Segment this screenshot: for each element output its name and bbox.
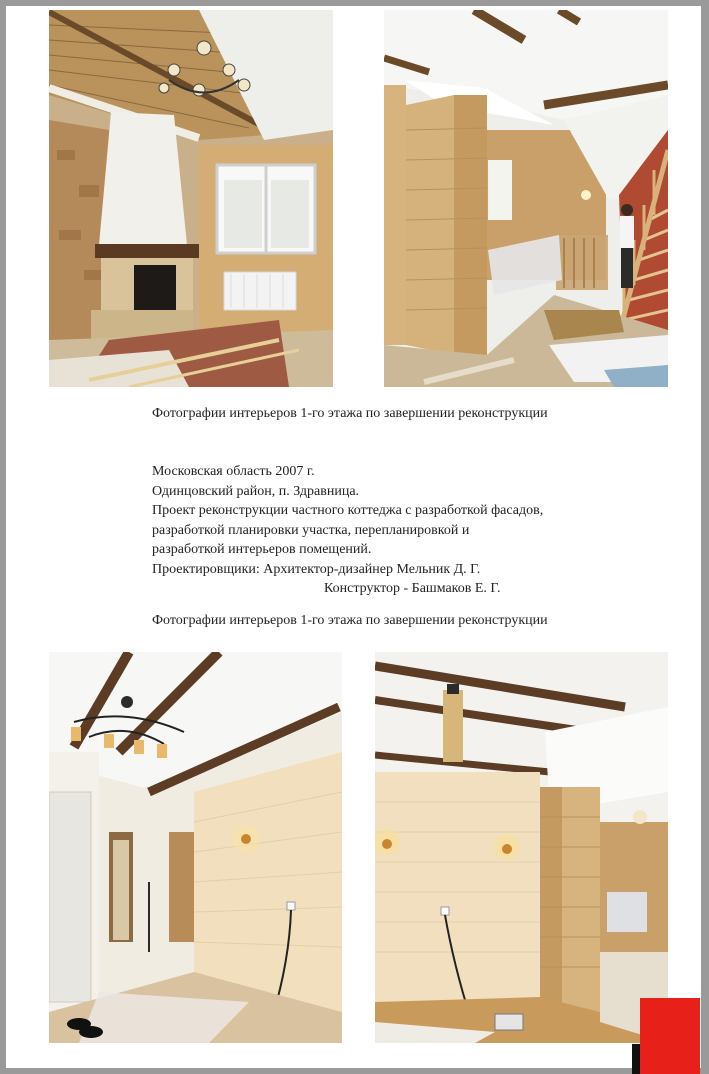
photo-fireplace-room [49,10,333,387]
caption-bottom: Фотографии интерьеров 1-го этажа по завершении реконструкции [152,613,548,628]
photo-corridor-chandelier [49,652,342,1043]
caption-top: Фотографии интерьеров 1-го этажа по завершении реконструкции [152,406,548,421]
photo-living-room-sconces [375,652,668,1043]
info-line-interiors: разработкой интерьеров помещений. [152,542,372,557]
info-line-designers: Проектировщики: Архитектор-дизайнер Мельник Д. Г. [152,561,481,577]
info-line-project: Проект реконструкции частного коттеджа с разработкой фасадов, [152,503,544,518]
info-line-planning: разработкой планировки участка, перепланировкой и [152,522,470,538]
corner-accent-red [640,998,700,1074]
info-line-engineer: Конструктор - Башмаков Е. Г. [324,581,501,596]
info-line-location: Московская область 2007 г. [152,464,315,479]
info-line-district: Одинцовский район, п. Здравница. [152,483,360,499]
project-info [152,462,543,599]
corner-accent-black [632,1044,640,1074]
photo-hall-staircase [384,10,668,387]
